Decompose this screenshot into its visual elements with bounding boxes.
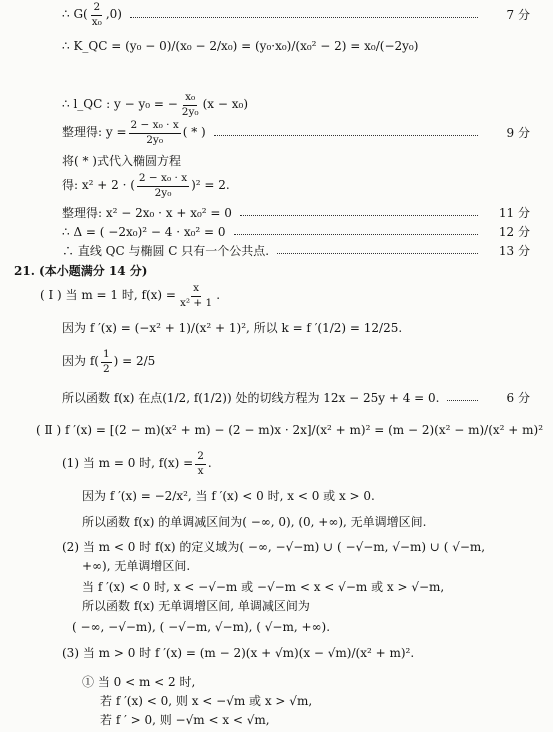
line-text	[62, 2, 122, 27]
fraction-numerator: 2 − x₀ · x	[129, 120, 181, 133]
fraction	[90, 2, 104, 27]
fraction-denominator: 2y₀	[154, 186, 172, 199]
fraction	[180, 92, 201, 117]
text-prefix: ∴ G(	[62, 7, 88, 22]
fraction	[129, 120, 181, 145]
text-prefix: (1) 当 m = 0 时, f(x) =	[62, 456, 194, 471]
fraction-denominator: 2	[102, 362, 110, 375]
score-mark: 7 分	[506, 8, 530, 22]
text-suffix: ,0)	[105, 7, 122, 22]
text-prefix: ∴ l_QC : y − y₀ = −	[62, 97, 178, 112]
dot-leader	[240, 215, 478, 216]
line-l24	[0, 641, 553, 665]
line-text: 所以函数 f(x) 无单调增区间, 单调减区间为	[82, 599, 310, 613]
text-suffix: )² = 2.	[191, 178, 230, 193]
fraction-numerator: 2	[91, 2, 102, 15]
line-l14	[0, 386, 553, 410]
line-l15	[0, 418, 553, 442]
fraction-denominator: 2y₀	[181, 105, 199, 118]
fraction-denominator: 2y₀	[146, 133, 164, 146]
line-l11	[0, 284, 553, 308]
line-l16	[0, 452, 553, 476]
line-l10	[0, 259, 553, 283]
line-text: ∴ 直线 QC 与椭圆 C 只有一个公共点.	[62, 244, 270, 258]
line-l18	[0, 510, 553, 534]
score-mark: 13 分	[498, 244, 530, 258]
line-text	[62, 349, 155, 374]
text-suffix: .	[216, 288, 221, 303]
line-l27	[0, 708, 553, 732]
text-prefix: 整理得: y =	[62, 125, 127, 140]
text-suffix: (x − x₀)	[202, 97, 249, 112]
line-l12	[0, 316, 553, 340]
line-text: 因为 f ′(x) = −2/x², 当 f ′(x) < 0 时, x < 0 或 x > 0.	[82, 489, 375, 503]
line-l1	[0, 3, 553, 27]
line-text: 将( * )式代入椭圆方程	[62, 154, 181, 168]
line-l23	[0, 615, 553, 639]
line-l13	[0, 350, 553, 374]
fraction-denominator: x² + 1	[179, 296, 213, 309]
line-l3	[0, 93, 553, 117]
line-l2	[0, 34, 553, 58]
line-text	[62, 173, 230, 198]
line-l6	[0, 174, 553, 198]
score-mark: 12 分	[498, 225, 530, 239]
fraction-numerator: x	[191, 283, 201, 296]
line-text: ① 当 0 < m < 2 时,	[82, 675, 196, 689]
line-text: 整理得: x² − 2x₀ · x + x₀² = 0	[62, 206, 232, 220]
line-text: 若 f ′ > 0, 则 −√m < x < √m,	[100, 713, 270, 727]
line-l4	[0, 121, 553, 145]
dot-leader	[214, 135, 478, 136]
line-text: (3) 当 m > 0 时 f ′(x) = (m − 2)(x + √m)(x − √m)/(x² + m)².	[62, 646, 415, 660]
fraction-numerator: 2 − x₀ · x	[137, 173, 189, 186]
line-text	[62, 92, 248, 117]
dot-leader	[447, 400, 478, 401]
line-text: +∞), 无单调增区间.	[82, 559, 191, 573]
line-text: (2) 当 m < 0 时 f(x) 的定义域为( −∞, −√−m) ∪ ( −√−m, √−m) ∪ ( √−m,	[62, 540, 486, 554]
fraction	[195, 451, 206, 476]
text-suffix: .	[207, 456, 212, 471]
line-text: 所以函数 f(x) 在点(1/2, f(1/2)) 处的切线方程为 12x − 25y + 4 = 0.	[62, 391, 440, 405]
dot-leader	[234, 234, 478, 235]
line-text: 因为 f ′(x) = (−x² + 1)/(x² + 1)², 所以 k = f ′(1/2) = 12/25.	[62, 321, 403, 335]
line-l17	[0, 484, 553, 508]
text-prefix: ( Ⅰ ) 当 m = 1 时, f(x) =	[40, 288, 176, 303]
fraction-numerator: 2	[195, 451, 206, 464]
line-text: ∴ K_QC = (y₀ − 0)/(x₀ − 2/x₀) = (y₀·x₀)/(x₀² − 2) = x₀/(−2y₀)	[62, 39, 419, 53]
line-text: 所以函数 f(x) 的单调减区间为( −∞, 0), (0, +∞), 无单调增区间.	[82, 515, 427, 529]
text-prefix: 得: x² + 2 · (	[62, 178, 135, 193]
line-l5	[0, 149, 553, 173]
fraction-numerator: 1	[101, 349, 112, 362]
fraction	[178, 283, 214, 308]
fraction-numerator: x₀	[183, 92, 197, 105]
score-mark: 6 分	[506, 391, 530, 405]
line-text: ∴ Δ = ( −2x₀)² − 4 · x₀² = 0	[62, 225, 226, 239]
score-mark: 9 分	[506, 126, 530, 140]
line-text	[62, 120, 206, 145]
fraction	[137, 173, 189, 198]
line-text	[62, 451, 212, 476]
text-prefix: 因为 f(	[62, 354, 99, 369]
text-suffix: ) = 2/5	[113, 354, 156, 369]
line-text	[40, 283, 220, 308]
line-text: 21. (本小题满分 14 分)	[14, 264, 148, 278]
fraction	[101, 349, 112, 374]
line-text: ( Ⅱ ) f ′(x) = [(2 − m)(x² + m) − (2 − m)x · 2x]/(x² + m)² = (m − 2)(x² − m)/(x² + m)²	[36, 423, 544, 437]
dot-leader	[277, 253, 478, 254]
fraction-denominator: x₀	[91, 15, 102, 28]
dot-leader	[130, 17, 478, 18]
line-text: ( −∞, −√−m), ( −√−m, √−m), ( √−m, +∞).	[72, 620, 331, 634]
text-suffix: ( * )	[182, 125, 206, 140]
fraction-denominator: x	[197, 464, 204, 477]
line-text: 当 f ′(x) < 0 时, x < −√−m 或 −√−m < x < √−m 或 x > √−m,	[82, 580, 445, 594]
line-text: 若 f ′(x) < 0, 则 x < −√m 或 x > √m,	[100, 694, 313, 708]
score-mark: 11 分	[498, 206, 530, 220]
